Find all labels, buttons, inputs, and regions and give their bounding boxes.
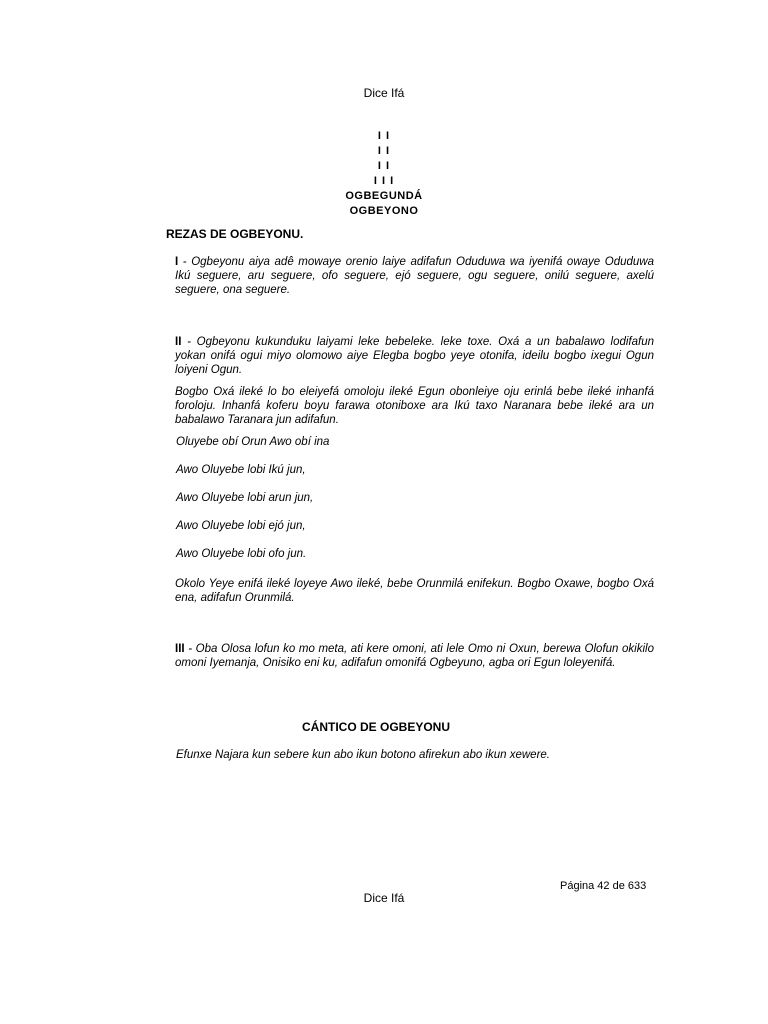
reza-paragraph-2 bbox=[113, 335, 654, 377]
rezas-title: REZAS DE OGBEYONU. bbox=[166, 227, 304, 241]
page-header: Dice Ifá bbox=[363, 86, 405, 100]
cantico-title: CÁNTICO DE OGBEYONU bbox=[302, 720, 451, 734]
odu-sign bbox=[0, 129, 768, 219]
odu-mark-4: I I I bbox=[373, 175, 395, 187]
odu-mark-1: I I bbox=[377, 130, 391, 142]
reza-paragraph-4 bbox=[113, 577, 654, 605]
reza-text: - Ogbeyonu aiya adê mowaye orenio laiye adifafun Oduduwa wa iyenifá owaye Oduduwa Ikú seguere, aru seguere, ofo seguere, ejó seguere, ogu seguere, onilú seguere, axelú seguere, ona seguere. bbox=[175, 256, 654, 296]
odu-mark-2: I I bbox=[377, 145, 391, 157]
reza-text: Bogbo Oxá ileké lo bo eleiyefá omoloju ileké Egun obonleiye oju erinlá bebe ileké inhanfá foroloju. Inhanfá koferu boyu farawa otoniboxe ara Ikú taxo Naranara bebe ileké ara un babalawo Taranara jun adifafun. bbox=[175, 386, 654, 426]
reza-number: II bbox=[175, 336, 182, 348]
reza-text: Okolo Yeye enifá ileké loyeye Awo ileké, bebe Orunmilá enifekun. Bogbo Oxawe, bogbo Oxá ena, adifafun Orunmilá. bbox=[175, 578, 654, 604]
reza-number: I bbox=[175, 256, 179, 268]
odu-mark-3: I I bbox=[377, 160, 391, 172]
reza-paragraph-3 bbox=[113, 385, 654, 427]
verse-line: Oluyebe obí Orun Awo obí ina bbox=[176, 436, 330, 448]
reza-text: - Oba Olosa lofun ko mo meta, ati kere omoni, ati lele Omo ni Oxun, berewa Olofun okikilo omoni Iyemanja, Onisiko eni ku, adifafun omonifá Ogbeyuno, agba ori Egun loleyenifá. bbox=[175, 643, 654, 669]
reza-paragraph-1 bbox=[113, 255, 654, 297]
verse-line: Awo Oluyebe lobi ofo jun. bbox=[176, 548, 307, 560]
verse-line: Awo Oluyebe lobi ejó jun, bbox=[176, 520, 306, 532]
page-number: Página 42 de 633 bbox=[560, 880, 647, 892]
reza-number: III bbox=[175, 643, 185, 655]
cantico-text: Efunxe Najara kun sebere kun abo ikun botono afirekun abo ikun xewere. bbox=[176, 749, 550, 761]
verse-line: Awo Oluyebe lobi arun jun, bbox=[176, 492, 314, 504]
reza-text: - Ogbeyonu kukunduku laiyami leke bebeleke. leke toxe. Oxá a un babalawo lodifafun yokan onifá ogui miyo olomowo aiye Elegba bogbo yeye otonifa, ideilu bogbo ixegui Ogun loiyeni Ogun. bbox=[175, 336, 654, 376]
odu-alt-name: OGBEYONO bbox=[349, 205, 419, 217]
page-footer: Dice Ifá bbox=[363, 891, 405, 905]
reza-paragraph-5 bbox=[113, 642, 654, 670]
verse-line: Awo Oluyebe lobi Ikú jun, bbox=[176, 464, 306, 476]
odu-name: OGBEGUNDÁ bbox=[345, 190, 423, 202]
